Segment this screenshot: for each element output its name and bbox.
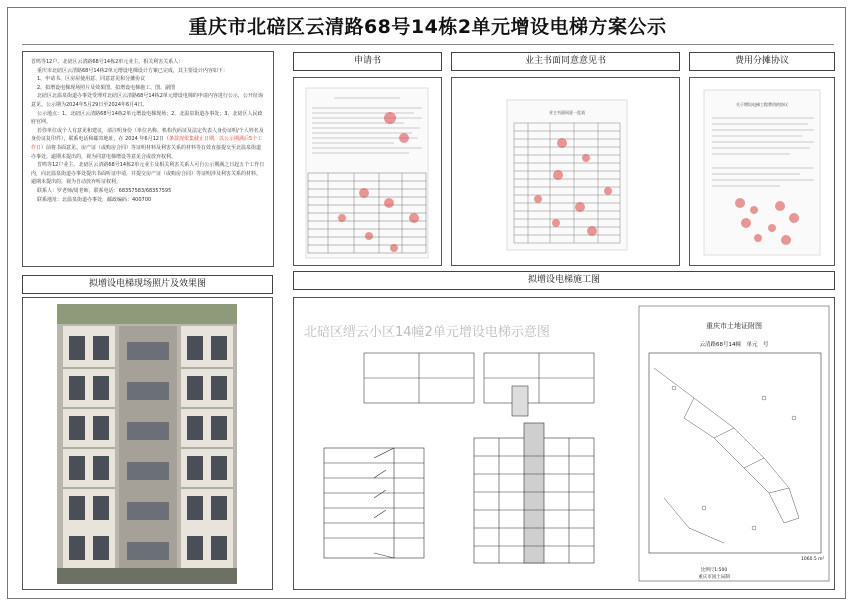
land-map-area: 1060.5 m²	[801, 557, 825, 562]
floor-plans	[364, 353, 594, 416]
notice-line-8: ）前将书面意见、房产证（或购房合同）等证明材料及利害关系的材料等有效直接提交至北温泉街道办事处。逾期未提出的，视为同意电梯增设等意见合或放弃权利。	[31, 144, 262, 160]
label-site-photo: 拟增设电梯现场照片及效果图	[22, 275, 273, 294]
label-application: 申请书	[293, 52, 442, 71]
page-title: 重庆市北碚区云清路68号14栋2单元增设电梯方案公示	[188, 16, 667, 38]
land-map-scale: 比例尺1:500	[700, 568, 728, 573]
cost-sharing-doc-title: 关于增设电梯工程费用的协议	[736, 102, 788, 107]
label-construction: 拟增设电梯施工图	[293, 271, 835, 290]
application-document-scan	[294, 78, 441, 265]
notice-address: 联系地址：北温泉街道办事处，邮政编码：400700	[37, 196, 152, 203]
elevation-left	[324, 448, 424, 558]
cost-sharing-panel	[689, 77, 835, 266]
notice-line-1: 重庆市北碚区云清路68号14栋2单元增设电梯设计方案已完成，其主要设计内容如下：	[37, 67, 228, 74]
notice-line-9: 晋鸣等12户业主、北碚区云清路68号14栋2单元业主及相关利害关系人可自公示期满之日起五个工作日内，向北温泉街道办事处提出书面听证申请，并提交房产证（或购房合同）等证明涉及利害关系的材料。逾期未提出的，视为自动放弃听证权利。	[31, 162, 265, 186]
notice-line-3: 2、拟增设电梯现场照片及效果图、拟增设电梯施工、图、副图	[37, 84, 176, 91]
notice-line-5: 公示地点：1、北碚区云清路68号14栋2单元增设电梯现场；2、北温泉街道办事处；3、北碚区人民政府官网。	[31, 110, 263, 126]
land-map-bureau: 重庆市国土局制	[698, 575, 730, 580]
land-map-title: 重庆市土地证附图	[706, 322, 762, 330]
application-document-panel	[293, 77, 442, 266]
notice-contact: 联系人：罗老师/周老师，联系电话：68357583/68357595	[37, 187, 172, 194]
label-cost-sharing: 费用分摊协议	[689, 52, 835, 71]
label-owner-consent: 业主书面同意意见书	[451, 52, 680, 71]
building-site-photo	[23, 298, 272, 589]
elevation-right	[474, 423, 594, 563]
site-photo-panel	[22, 297, 273, 590]
land-map-address: 云清路68号14幢 单元 号	[699, 342, 769, 348]
owner-consent-scan	[452, 78, 679, 265]
notice-panel	[22, 51, 274, 267]
notice-line-4: 北碚区北温泉街道办事处受理对北碚区云清路68号14栋2单元增设电梯的申请内容进行公示，公开征询意见。公示期为2024年5月29日至2024年6月4日。	[31, 93, 263, 108]
notice-line-0: 晋鸣等12户、北碚区云清路68号14栋2单元业主、相关利害关系人：	[31, 59, 184, 65]
notice-line-6: 若你单位或个人有意见和建议，请注明身份（单位名称、机构代码证及法定代表人身份证明/个人姓名及身份证复印件），联系电话和邮寄地址，在 2024 年6月12日（	[31, 127, 264, 143]
land-certificate-map	[639, 306, 829, 581]
construction-panel	[293, 297, 835, 590]
notice-line-2: 1、申请书、区房屋使用意、同意意见和分摊协议	[37, 76, 146, 83]
elevator-drawing	[294, 298, 834, 589]
cost-sharing-scan	[690, 78, 834, 265]
elevator-drawing-title: 北碚区缙云小区14幢2单元增设电梯示意图	[304, 325, 550, 340]
title-divider	[22, 44, 834, 45]
owner-consent-doc-title: 业主书面同意一览表	[549, 110, 585, 115]
notice-deadline: 条款现依集截止日期，以公示期满后5个工作日	[31, 136, 263, 151]
owner-consent-panel	[451, 77, 680, 266]
